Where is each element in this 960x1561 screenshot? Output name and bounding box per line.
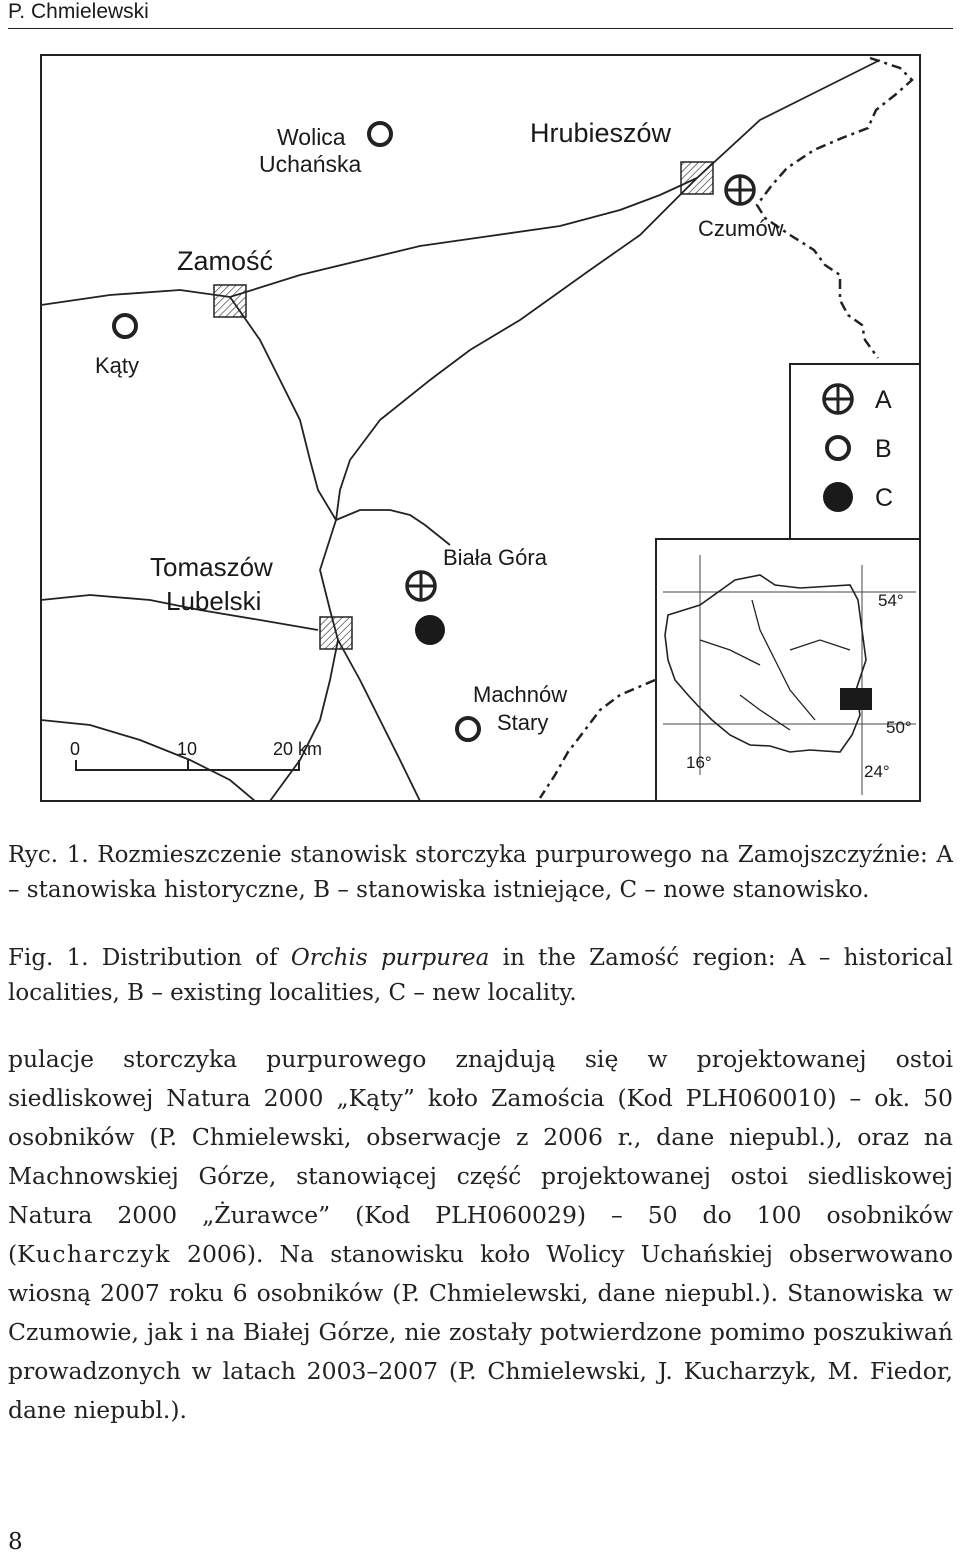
- legend-letter-a: A: [875, 386, 892, 414]
- inset-map: [656, 539, 920, 801]
- scale-bar: [70, 739, 322, 771]
- inset-label-54: 54°: [878, 591, 904, 610]
- legend-symbol-a: [824, 385, 852, 413]
- caption-en-species: Orchis purpurea: [290, 945, 490, 971]
- body-text-part-2: 2006). Na stanowisku koło Wolicy Uchańskiej obserwowano wiosną 2007 roku 6 osobników (P. Chmielewski, dane niepubl.). Stanowiska w Czumowie, jak i na Białej Górze, nie zostały potwierdzone pomimo poszukiwań prowadzonych w latach 2003–2007 (P. Chmielewski, J. Kucharzyk, M. Fiedor, dane niepubl.).: [8, 1240, 953, 1424]
- legend-letter-c: C: [875, 484, 894, 512]
- body-paragraph: [8, 1040, 953, 1430]
- scale-label-20: 20 km: [273, 739, 323, 759]
- legend-symbol-c: [823, 482, 853, 512]
- figure-caption-english: [8, 941, 953, 1011]
- inset-study-area: [840, 688, 872, 710]
- state-border: [757, 58, 912, 358]
- inset-label-50: 50°: [886, 718, 912, 737]
- town-hrubieszow-marker: [681, 162, 713, 194]
- label-tomaszow-2: Lubelski: [166, 586, 262, 616]
- legend-symbol-b: [827, 437, 849, 459]
- label-wolica-1: Wolica: [277, 124, 346, 150]
- locality-czumow-marker: [726, 176, 754, 204]
- inset-label-24: 24°: [864, 762, 890, 781]
- town-tomaszow-marker: [320, 617, 352, 649]
- label-hrubieszow: Hrubieszów: [530, 118, 672, 148]
- locality-wolica-marker: [369, 123, 391, 145]
- legend-letter-b: B: [875, 435, 892, 463]
- label-tomaszow-1: Tomaszów: [150, 552, 273, 582]
- figure-map: [0, 40, 960, 810]
- map-svg: [0, 40, 960, 810]
- label-machnow-1: Machnów: [473, 682, 568, 707]
- label-machnow-2: Stary: [497, 710, 549, 735]
- caption-en-start: Fig. 1. Distribution of: [8, 945, 291, 971]
- running-header: [8, 0, 953, 29]
- label-katy: Kąty: [95, 353, 140, 378]
- inset-label-16: 16°: [686, 753, 712, 772]
- locality-biala-gora-a-marker: [407, 572, 435, 600]
- scale-label-10: 10: [177, 739, 198, 759]
- caption-pl-text: Ryc. 1. Rozmieszczenie stanowisk storczyka purpurowego na Zamojszczyźnie: A – stanowiska historyczne, B – stanowiska istniejące, C – nowe stanowisko.: [8, 842, 953, 903]
- body-text-part-1: pulacje storczyka purpurowego znajdują się w projektowanej ostoi siedliskowej Natura 2000 „Kąty” koło Zamościa (Kod PLH060010) – ok. 50 osobników (P. Chmielewski, obserwacje z 2006 r., dane niepubl.), oraz na Machnowskiej Górze, stanowiącej część projektowanej ostoi siedliskowej Natura 2000 „Żurawce” (Kod PLH060029) – 50 do 100 osobników (: [8, 1045, 953, 1268]
- caption-en-end: in the Zamość region: A – historical localities, B – existing localities, C – new locality.: [8, 945, 954, 1006]
- town-zamosc-marker: [214, 285, 246, 317]
- locality-machnow-marker: [457, 718, 479, 740]
- scale-label-0: 0: [70, 739, 81, 759]
- label-czumow: Czumów: [698, 216, 784, 241]
- page-number: 8: [8, 1529, 23, 1555]
- locality-katy-marker: [114, 315, 136, 337]
- locality-biala-gora-c-marker: [415, 615, 445, 645]
- label-zamosc: Zamość: [177, 246, 274, 276]
- header-author: P. Chmielewski: [8, 0, 149, 23]
- figure-caption-polish: [8, 838, 953, 908]
- label-wolica-2: Uchańska: [259, 151, 362, 177]
- body-cited-author: Kucharczyk: [17, 1240, 171, 1268]
- legend: [790, 364, 920, 539]
- label-biala-gora: Biała Góra: [443, 545, 547, 570]
